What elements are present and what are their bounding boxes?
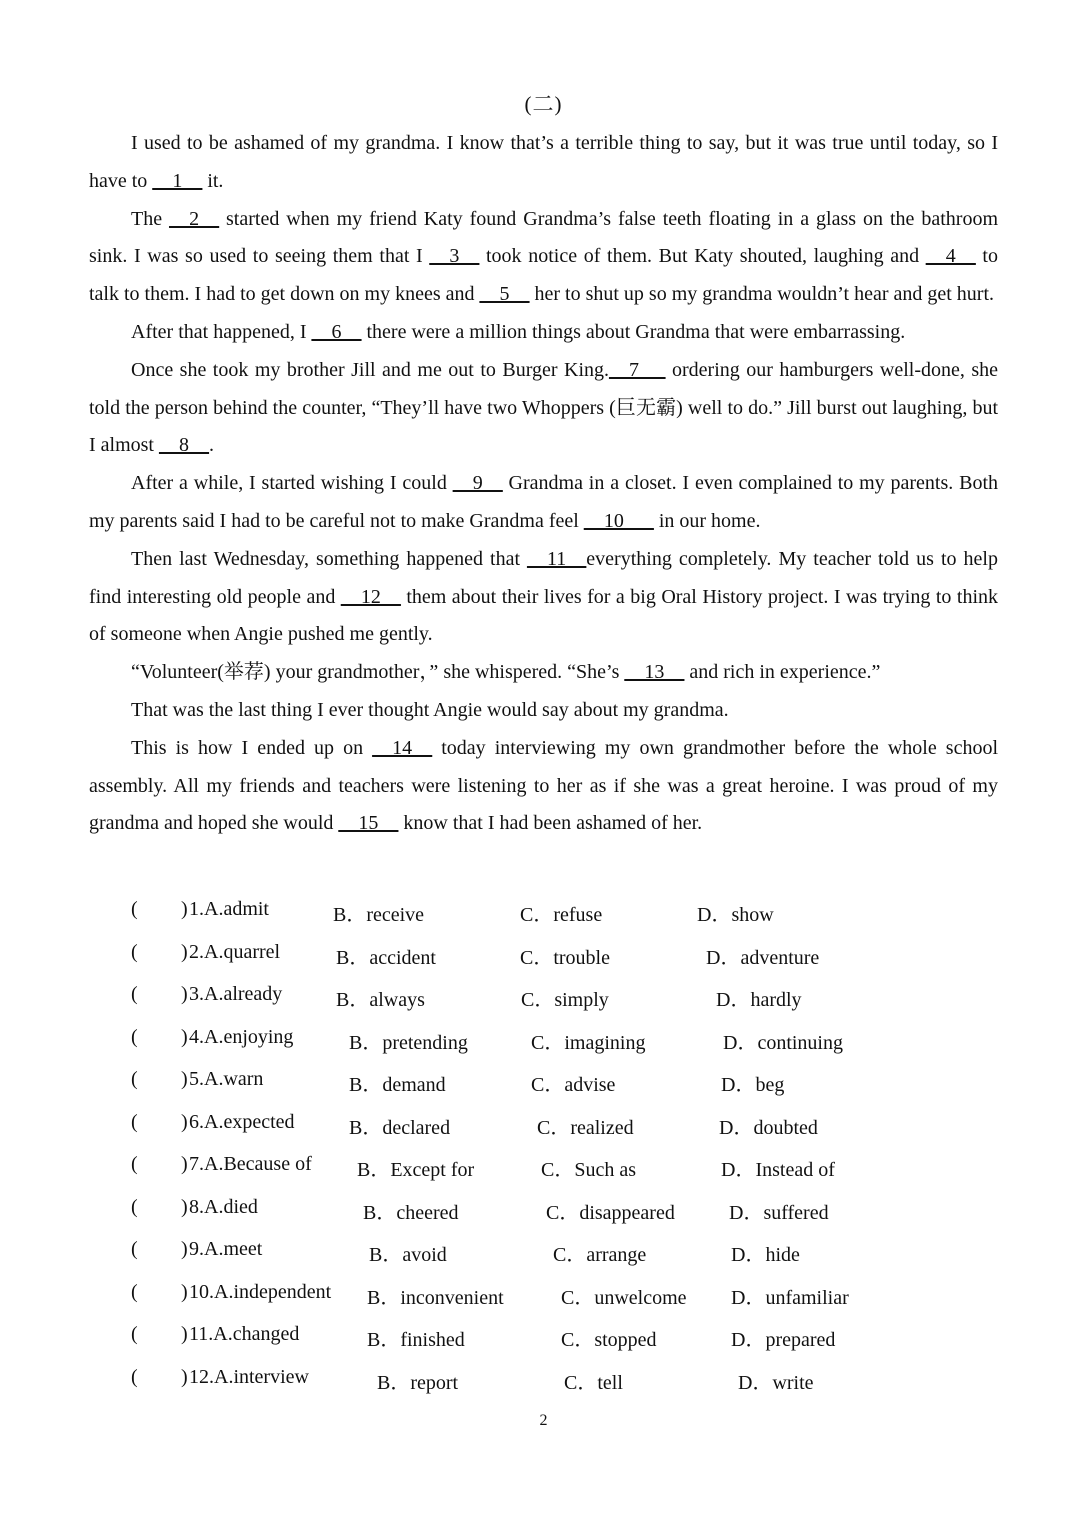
option-a: 7.A.Because of <box>189 1153 312 1175</box>
answer-paren-open[interactable]: ( <box>131 1025 138 1048</box>
passage-text: and rich in experience.” <box>684 661 881 684</box>
option-d: D．continuing <box>723 1031 843 1054</box>
option-b: B．always <box>336 989 425 1011</box>
option-c: C．tell <box>564 1371 623 1394</box>
answer-paren-open[interactable]: ( <box>131 940 138 963</box>
option-b: B．report <box>377 1371 459 1394</box>
section-title: (二) <box>524 92 563 116</box>
answer-paren-open[interactable]: ( <box>131 1365 138 1388</box>
option-d: D．unfamiliar <box>731 1286 849 1309</box>
reading-passage <box>89 125 998 843</box>
answer-blank: __2__ <box>169 207 220 230</box>
answer-paren-close: ) <box>181 940 188 963</box>
option-b: B．receive <box>333 904 425 926</box>
passage-paragraph <box>89 730 998 843</box>
option-b: B．inconvenient <box>367 1286 504 1309</box>
passage-text: This is how I ended up on <box>131 736 373 759</box>
answer-paren-close: ) <box>181 1280 188 1303</box>
option-b: B．pretending <box>349 1031 468 1054</box>
passage-text: I used to be ashamed of my grandma. I know that’s a terrible thing to say, but it was true until today, so I have to <box>89 132 998 192</box>
option-c: C．realized <box>537 1116 634 1139</box>
option-c: C．simply <box>521 989 609 1011</box>
answer-blank: __10___ <box>583 509 654 532</box>
option-c: C．stopped <box>561 1329 657 1351</box>
passage-text: everything completely. My teacher told us to help find interesting old people and <box>89 547 998 608</box>
passage-text: After that happened, I <box>131 320 312 343</box>
option-c: C．imagining <box>531 1031 646 1054</box>
answer-paren-open[interactable]: ( <box>131 1068 138 1090</box>
passage-paragraph <box>89 654 998 692</box>
passage-paragraph <box>89 465 998 541</box>
option-b: B．cheered <box>363 1201 459 1224</box>
passage-text: today interviewing my own grandmother before the whole school assembly. All my friends and teachers were listening to her as if she was a great heroine. I was proud of my grandma and hoped she would <box>89 736 998 835</box>
answer-blank: __14__ <box>372 736 433 759</box>
passage-text: started when my friend Katy found Grandma’s false teeth floating in a glass on the bathroom sink. I was so used to seeing them that I <box>89 207 999 268</box>
answer-paren-open[interactable]: ( <box>131 1195 138 1218</box>
option-d: D．Instead of <box>721 1159 835 1181</box>
answer-blank: __9__ <box>452 472 503 495</box>
answer-paren-close: ) <box>181 1238 188 1260</box>
passage-text: know that I had been ashamed of her. <box>398 812 703 835</box>
passage-text: it. <box>202 169 224 192</box>
answer-blank: __6__ <box>311 320 362 343</box>
passage-text: ordering our hamburgers well-done, she told the person behind the counter, “They’ll have two Whoppers (巨无霸) well to do.” Jill burst out laughing, but I almost <box>89 358 998 457</box>
option-a: 4.A.enjoying <box>189 1025 294 1048</box>
passage-text: After a while, I started wishing I could <box>131 472 453 495</box>
page-number: 2 <box>539 1412 548 1429</box>
option-d: D．write <box>738 1371 814 1394</box>
option-c: C．refuse <box>520 904 603 926</box>
option-d: D．suffered <box>729 1201 829 1224</box>
option-a: 8.A.died <box>189 1195 258 1218</box>
passage-text: them about their lives for a big Oral History project. I was trying to think of someone when Angie pushed me gently. <box>89 585 999 646</box>
option-c: C．disappeared <box>546 1201 675 1224</box>
answer-paren-open[interactable]: ( <box>131 898 138 920</box>
option-a: 1.A.admit <box>189 898 269 920</box>
option-c: C．unwelcome <box>561 1286 687 1309</box>
answer-paren-open[interactable]: ( <box>131 983 138 1005</box>
answer-paren-open[interactable]: ( <box>131 1280 138 1303</box>
option-a: 9.A.meet <box>189 1238 263 1260</box>
passage-text: The <box>131 207 170 230</box>
passage-paragraph <box>89 352 998 465</box>
answer-blank: __8__ <box>159 434 209 457</box>
option-a: 6.A.expected <box>189 1110 295 1133</box>
passage-text: That was the last thing I ever thought Angie would say about my grandma. <box>131 698 729 721</box>
passage-text: “Volunteer(举荐) your grandmother，” she whispered. “She’s <box>131 661 625 684</box>
passage-paragraph <box>89 541 998 654</box>
passage-text: there were a million things about Grandma that were embarrassing. <box>361 320 906 343</box>
passage-paragraph <box>89 692 998 730</box>
answer-blank: __1__ <box>152 169 203 192</box>
answer-blank: __3__ <box>429 245 480 268</box>
passage-text: . <box>209 434 214 457</box>
answer-paren-open[interactable]: ( <box>131 1153 138 1175</box>
option-d: D．doubted <box>719 1116 818 1139</box>
answer-paren-open[interactable]: ( <box>131 1110 138 1133</box>
option-c: C．trouble <box>520 946 610 969</box>
passage-paragraph <box>89 314 998 352</box>
option-b: B．declared <box>349 1116 451 1139</box>
answer-blank: __15__ <box>338 812 399 835</box>
option-a: 5.A.warn <box>189 1068 264 1090</box>
answer-blank: __7_ _ <box>609 358 666 381</box>
option-d: D．hide <box>731 1244 800 1266</box>
answer-blank: __4__ <box>925 245 976 268</box>
answer-blank: __11__ <box>527 547 587 570</box>
passage-text: her to shut up so my grandma wouldn’t hear and get hurt. <box>529 283 995 306</box>
passage-text: Then last Wednesday, something happened that <box>131 547 528 570</box>
answer-paren-close: ) <box>181 1195 188 1218</box>
option-d: D．prepared <box>731 1329 836 1351</box>
answer-paren-close: ) <box>181 1365 188 1388</box>
passage-text: Once she took my brother Jill and me out to Burger King. <box>131 358 610 381</box>
option-d: D．adventure <box>706 946 820 969</box>
answer-paren-close: ) <box>181 1323 188 1345</box>
option-a: 3.A.already <box>189 983 283 1005</box>
answer-paren-close: ) <box>181 983 188 1005</box>
option-b: B．accident <box>336 946 436 969</box>
option-c: C．arrange <box>553 1244 647 1266</box>
answer-paren-close: ) <box>181 1110 188 1133</box>
answer-blank: __5__ <box>479 283 530 306</box>
option-a: 12.A.interview <box>189 1365 309 1388</box>
answer-paren-open[interactable]: ( <box>131 1238 138 1260</box>
passage-text: took notice of them. But Katy shouted, laughing and <box>479 245 926 268</box>
answer-blank: __12__ <box>340 585 401 608</box>
option-a: 11.A.changed <box>189 1323 300 1345</box>
option-a: 10.A.independent <box>189 1280 332 1303</box>
answer-paren-close: ) <box>181 1068 188 1090</box>
option-a: 2.A.quarrel <box>189 940 281 963</box>
option-b: B．Except for <box>357 1159 475 1181</box>
answer-paren-open[interactable]: ( <box>131 1323 138 1345</box>
answer-blank: __13__ <box>624 661 685 684</box>
passage-text: in our home. <box>653 509 761 532</box>
answer-paren-close: ) <box>181 1025 188 1048</box>
option-d: D．hardly <box>716 989 802 1011</box>
option-b: B．avoid <box>369 1244 447 1266</box>
option-b: B．demand <box>349 1074 446 1096</box>
option-d: D．beg <box>721 1074 785 1096</box>
answer-paren-close: ) <box>181 898 188 920</box>
passage-paragraph <box>89 201 998 314</box>
option-c: C．advise <box>531 1074 616 1096</box>
answer-paren-close: ) <box>181 1153 188 1175</box>
passage-text: to talk to them. I had to get down on my knees and <box>89 245 998 306</box>
option-c: C．Such as <box>541 1159 636 1181</box>
passage-text: Grandma in a closet. I even complained to my parents. Both my parents said I had to be careful not to make Grandma feel <box>89 472 998 532</box>
option-b: B．finished <box>367 1329 465 1351</box>
option-d: D．show <box>697 904 774 926</box>
passage-paragraph <box>89 125 998 201</box>
